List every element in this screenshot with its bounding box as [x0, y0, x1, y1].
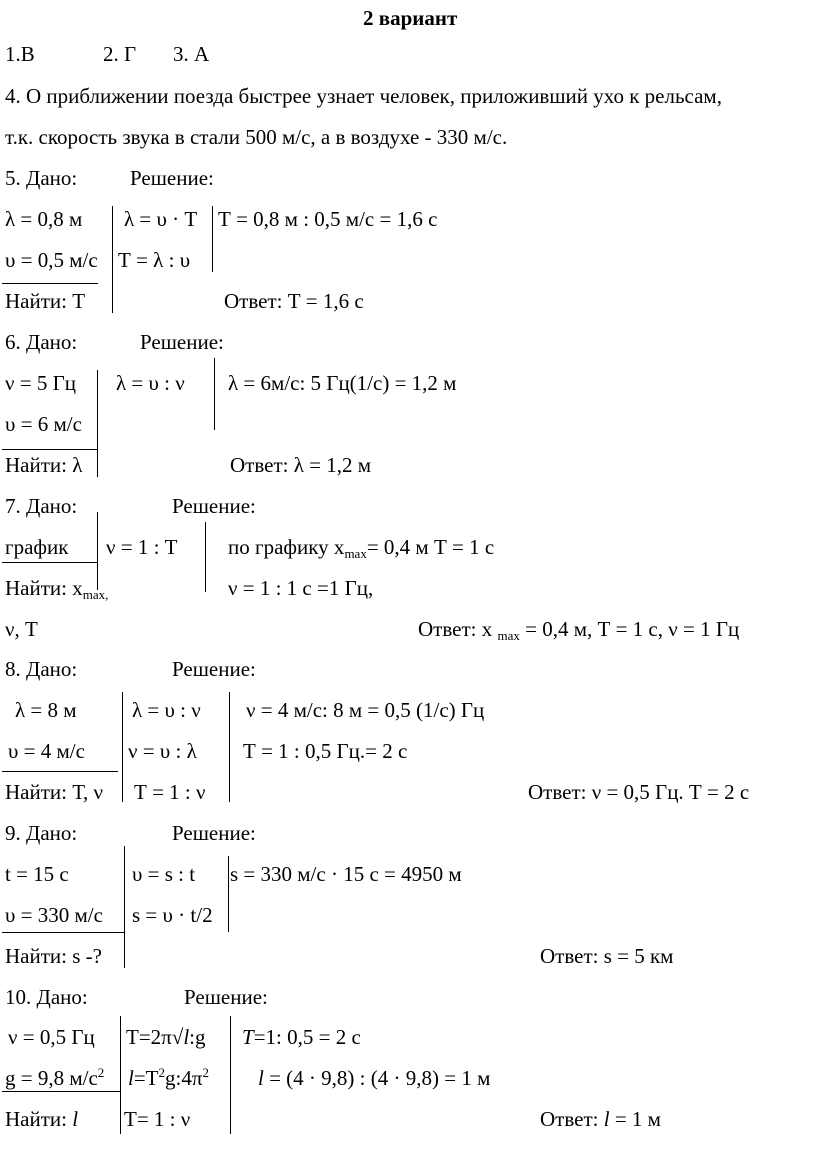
p5-given-underline — [2, 283, 98, 284]
p5-given-1: λ = 0,8 м — [5, 207, 83, 231]
p10-calc-2-b: = (4 · 9,8) : (4 · 9,8) = 1 м — [263, 1066, 491, 1090]
p7-find-label: Найти: х — [5, 576, 83, 600]
p6-calc: λ = 6м/с: 5 Гц(1/с) = 1,2 м — [228, 371, 457, 395]
p9-find: Найти: s -? — [5, 944, 102, 968]
p7-divider-1 — [97, 512, 98, 590]
p7-calc-2: ν = 1 : 1 с =1 Гц, — [228, 576, 374, 600]
p9-calc: s = 330 м/с · 15 с = 4950 м — [230, 862, 462, 886]
p7-dano: 7. Дано: — [5, 494, 78, 518]
p5-dano: 5. Дано: — [5, 166, 78, 190]
p10-given-1: ν = 0,5 Гц — [8, 1025, 95, 1049]
p9-given-underline — [2, 932, 124, 933]
p7-formula-1: ν = 1 : Т — [106, 535, 178, 559]
p5-formula-1: λ = υ · Т — [124, 207, 198, 231]
p5-find: Найти: Т — [5, 289, 86, 313]
p7-answer-b: = 0,4 м, Т = 1 с, ν = 1 Гц — [525, 617, 740, 641]
p10-given-2-a: g = 9,8 м/с — [5, 1066, 98, 1090]
p5-calc: Т = 0,8 м : 0,5 м/с = 1,6 с — [218, 207, 438, 231]
p7-given-1: график — [5, 535, 69, 559]
p8-formula-3: Т = 1 : ν — [134, 780, 206, 804]
p10-formula-2 — [128, 1066, 209, 1090]
p10-calc-2 — [258, 1066, 490, 1090]
p7-find — [5, 576, 108, 600]
p5-divider-1 — [112, 206, 113, 313]
p8-given-1: λ = 8 м — [15, 698, 77, 722]
p9-divider-1 — [124, 846, 125, 968]
p8-calc-2: Т = 1 : 0,5 Гц.= 2 с — [243, 739, 408, 763]
p10-formula-2-sup-2: 2 — [202, 1065, 209, 1080]
p6-given-2: υ = 6 м/с — [5, 412, 82, 436]
answer-3: 3. А — [173, 42, 210, 66]
p10-answer — [540, 1107, 661, 1131]
p8-reshenie: Решение: — [172, 657, 256, 681]
answer-2: 2. Г — [103, 42, 137, 66]
p9-formula-1: υ = s : t — [132, 862, 196, 886]
p10-calc-2-a: l — [258, 1066, 264, 1090]
p10-dano: 10. Дано: — [5, 985, 88, 1009]
p8-formula-1: λ = υ : ν — [132, 698, 201, 722]
p10-formula-1-a: Т=2π√ — [126, 1025, 184, 1049]
p10-formula-2-a: l — [128, 1066, 134, 1090]
p6-find: Найти: λ — [5, 453, 83, 477]
p10-find — [5, 1107, 78, 1131]
p10-formula-2-c: g:4π — [165, 1066, 203, 1090]
problem-4-line-2: т.к. скорость звука в стали 500 м/с, а в воздухе - 330 м/с. — [5, 125, 508, 149]
p10-calc-1 — [242, 1025, 361, 1049]
p6-given-underline — [2, 449, 98, 450]
p8-calc-1: ν = 4 м/с: 8 м = 0,5 (1/с) Гц — [246, 698, 485, 722]
p7-calc-1-b: = 0,4 м Т = 1 с — [366, 535, 495, 559]
p10-answer-c: = 1 м — [609, 1107, 661, 1131]
p7-given-underline — [2, 562, 98, 563]
p8-answer: Ответ: ν = 0,5 Гц. Т = 2 с — [528, 780, 750, 804]
p8-dano: 8. Дано: — [5, 657, 78, 681]
p8-given-2: υ = 4 м/с — [8, 739, 85, 763]
p10-formula-1-c: :g — [189, 1025, 206, 1049]
p5-divider-2 — [212, 206, 213, 272]
p10-divider-2 — [230, 1016, 231, 1134]
page-title: 2 вариант — [363, 6, 458, 30]
p5-reshenie: Решение: — [130, 166, 214, 190]
p10-given-2-sup: 2 — [97, 1065, 105, 1080]
p10-formula-2-sup-1: 2 — [158, 1065, 166, 1080]
p5-given-2: υ = 0,5 м/с — [5, 248, 98, 272]
p9-given-1: t = 15 с — [5, 862, 69, 886]
p7-reshenie: Решение: — [172, 494, 256, 518]
p9-answer: Ответ: s = 5 км — [540, 944, 674, 968]
p10-calc-1-a: Т — [242, 1025, 254, 1049]
p6-answer: Ответ: λ = 1,2 м — [230, 453, 372, 477]
p6-given-1: ν = 5 Гц — [5, 371, 76, 395]
p9-formula-2: s = υ · t/2 — [132, 903, 213, 927]
p10-answer-a: Ответ: — [540, 1107, 604, 1131]
p10-formula-1-b: l — [183, 1025, 190, 1049]
p10-answer-b: l — [603, 1107, 610, 1131]
p10-formula-1 — [126, 1025, 206, 1049]
p10-reshenie: Решение: — [184, 985, 268, 1009]
p7-calc-1-sub: max — [344, 546, 367, 561]
p8-divider-2 — [229, 692, 230, 802]
p8-divider-1 — [122, 692, 123, 802]
p7-find-sub: max, — [82, 587, 109, 602]
p7-answer — [418, 617, 739, 641]
p10-calc-1-b: =1: 0,5 = 2 с — [253, 1025, 361, 1049]
p8-formula-2: ν = υ : λ — [128, 739, 197, 763]
answer-1: 1.В — [5, 42, 35, 66]
p6-dano: 6. Дано: — [5, 330, 78, 354]
p8-find: Найти: Т, ν — [5, 780, 103, 804]
p6-formula-1: λ = υ : ν — [116, 371, 185, 395]
p7-calc-1 — [228, 535, 494, 559]
p8-given-underline — [2, 771, 118, 772]
p10-given-2 — [5, 1066, 104, 1090]
p9-reshenie: Решение: — [172, 821, 256, 845]
p10-formula-3: Т= 1 : ν — [124, 1107, 191, 1131]
p10-find-b: l — [72, 1107, 79, 1131]
p10-given-underline — [2, 1091, 120, 1092]
p9-divider-2 — [228, 856, 229, 932]
p9-given-2: υ = 330 м/с — [5, 903, 103, 927]
problem-4-line-1: 4. О приближении поезда быстрее узнает человек, приложивший ухо к рельсам, — [5, 84, 722, 108]
p5-formula-2: Т = λ : υ — [118, 248, 191, 272]
p7-answer-sub: max — [497, 628, 520, 643]
p10-formula-2-b: =Т — [133, 1066, 159, 1090]
p10-divider-1 — [120, 1016, 121, 1134]
p7-divider-2 — [205, 522, 206, 592]
p6-divider-1 — [97, 370, 98, 477]
p6-divider-2 — [214, 358, 215, 430]
p7-answer-a: Ответ: х — [418, 617, 493, 641]
p10-find-a: Найти: — [5, 1107, 73, 1131]
p7-calc-1-a: по графику х — [228, 535, 345, 559]
p6-reshenie: Решение: — [140, 330, 224, 354]
p9-dano: 9. Дано: — [5, 821, 78, 845]
p7-find-2: ν, Т — [5, 617, 38, 641]
p5-answer: Ответ: Т = 1,6 с — [224, 289, 364, 313]
